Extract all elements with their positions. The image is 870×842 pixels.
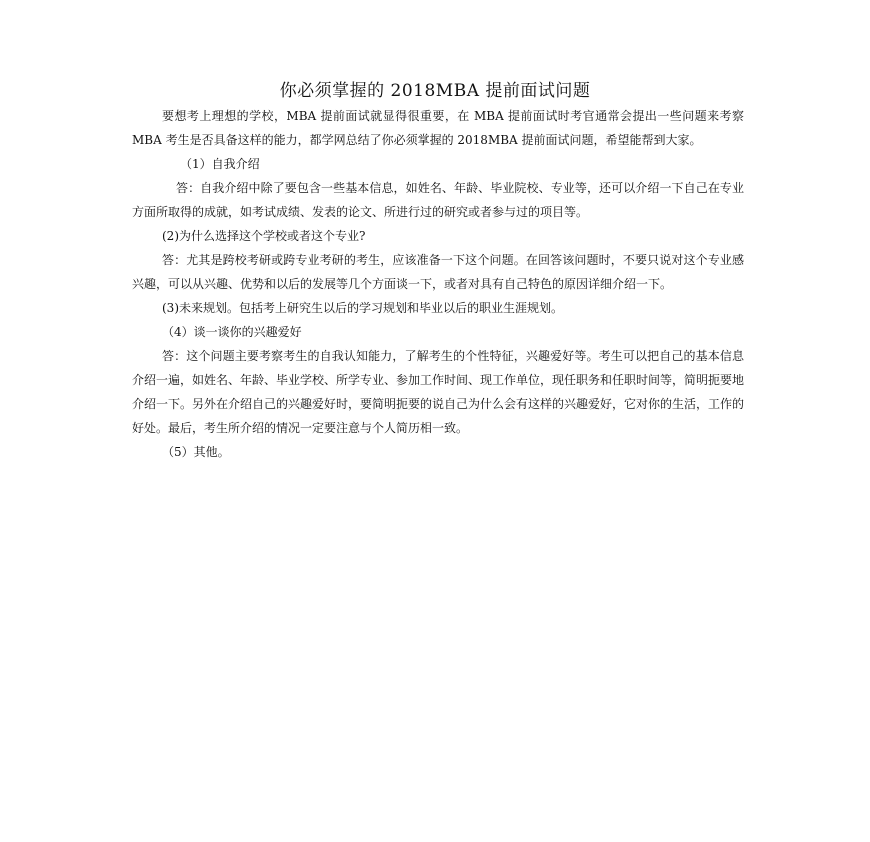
- section-2-heading: (2)为什么选择这个学校或者这个专业?: [162, 229, 366, 243]
- section-3-heading: (3)未来规划。包括考上研究生以后的学习规划和毕业以后的职业生涯规划。: [162, 301, 564, 315]
- section-1-heading: （1）自我介绍: [180, 157, 260, 171]
- document-title: 你必须掌握的 2018MBA 提前面试问题: [279, 81, 591, 101]
- intro-paragraph: 要想考上理想的学校，MBA 提前面试就显得很重要，在 MBA 提前面试时考官通常会提出一些问题来考察 MBA 考生是否具备这样的能力，都学网总结了你必须掌握的 2018MBA 提前面试问题，希望能帮到大家。: [132, 109, 744, 147]
- section-4-heading: （4）谈一谈你的兴趣爱好: [162, 325, 302, 339]
- section-1-answer: 答：自我介绍中除了要包含一些基本信息，如姓名、年龄、毕业院校、专业等，还可以介绍一下自己在专业方面所取得的成就，如考试成绩、发表的论文、所进行过的研究或者参与过的项目等。: [132, 181, 744, 219]
- document-body: [132, 104, 744, 464]
- section-2-answer: 答：尤其是跨校考研或跨专业考研的考生，应该准备一下这个问题。在回答该问题时，不要只说对这个专业感兴趣，可以从兴趣、优势和以后的发展等几个方面谈一下，或者对具有自己特色的原因详细介绍一下。: [132, 253, 744, 291]
- section-4-answer: 答：这个问题主要考察考生的自我认知能力，了解考生的个性特征，兴趣爱好等。考生可以把自己的基本信息介绍一遍，如姓名、年龄、毕业学校、所学专业、参加工作时间、现工作单位，现任职务和任职时间等，简明扼要地介绍一下。另外在介绍自己的兴趣爱好时，要简明扼要的说自己为什么会有这样的兴趣爱好，它对你的生活，工作的好处。最后，考生所介绍的情况一定要注意与个人简历相一致。: [132, 349, 745, 435]
- section-5-heading: （5）其他。: [162, 445, 230, 459]
